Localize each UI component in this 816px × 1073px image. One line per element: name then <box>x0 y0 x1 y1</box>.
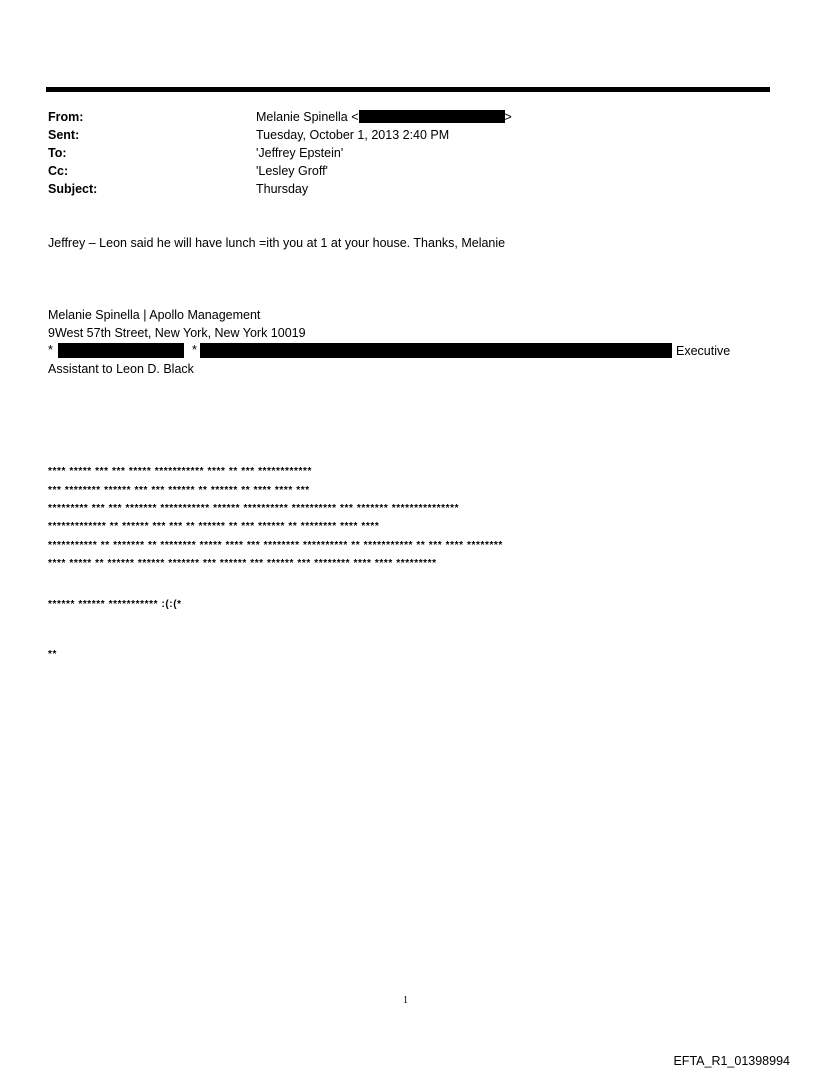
signature-star-2: * <box>192 343 197 357</box>
from-label: From: <box>48 110 84 124</box>
garbled-emoticon-line: ****** ****** *********** :(:(* <box>48 599 182 610</box>
garbled-line-2: *** ******** ****** *** *** ****** ** ****** ** **** **** *** <box>48 485 310 496</box>
signature-address-line: 9West 57th Street, New York, New York 10019 <box>48 326 306 340</box>
cc-label: Cc: <box>48 164 69 178</box>
garbled-line-4: ************* ** ****** *** *** ** ****** ** *** ****** ** ******** **** **** <box>48 521 380 532</box>
redacted-email <box>359 110 505 123</box>
message-body: Jeffrey – Leon said he will have lunch =ith you at 1 at your house. Thanks, Melanie <box>48 236 506 250</box>
from-name: Melanie Spinella < <box>256 110 359 124</box>
subject-value: Thursday <box>256 182 309 196</box>
sent-label: Sent: <box>48 128 80 142</box>
page-number: 1 <box>403 995 408 1006</box>
redacted-contact-2 <box>200 343 672 358</box>
to-label: To: <box>48 146 67 160</box>
garbled-line-3: ********* *** *** ******* *********** ****** ********** ********** *** ******* *************** <box>48 503 460 514</box>
signature-title-line: Assistant to Leon D. Black <box>48 362 194 376</box>
from-value <box>256 108 512 126</box>
top-rule <box>46 87 770 92</box>
garbled-line-5: *********** ** ******* ** ******** ***** **** *** ******** ********** ** *********** ** *** **** ******** <box>48 540 503 551</box>
to-value: 'Jeffrey Epstein' <box>256 146 344 160</box>
bates-number: EFTA_R1_01398994 <box>673 1054 790 1068</box>
from-suffix: > <box>504 110 512 124</box>
signature-name-line: Melanie Spinella | Apollo Management <box>48 308 261 322</box>
redacted-phone-1 <box>58 343 184 358</box>
signature-star-1: * <box>48 343 53 357</box>
garbled-line-1: **** ***** *** *** ***** *********** **** ** *** ************ <box>48 466 312 477</box>
garbled-line-6: **** ***** ** ****** ****** ******* *** ****** *** ****** *** ******** **** **** ********* <box>48 558 437 569</box>
signature-title-executive: Executive <box>676 344 731 358</box>
sent-value: Tuesday, October 1, 2013 2:40 PM <box>256 128 450 142</box>
cc-value: 'Lesley Groff' <box>256 164 328 178</box>
subject-label: Subject: <box>48 182 98 196</box>
garbled-trailing: ** <box>48 649 57 660</box>
